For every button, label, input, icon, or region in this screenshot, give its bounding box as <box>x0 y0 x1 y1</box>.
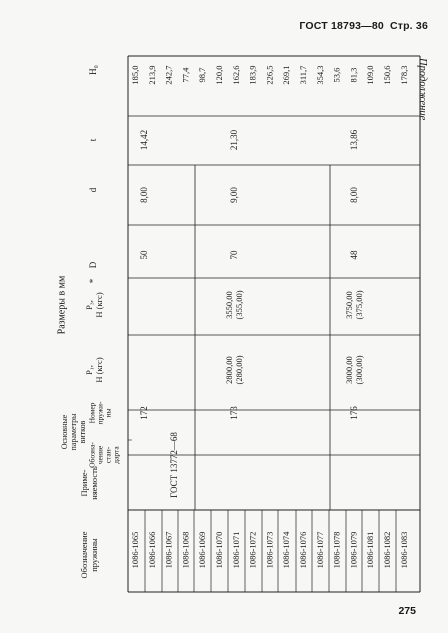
row-H0: 109,0 <box>365 65 376 85</box>
header-main-params: витков <box>77 420 87 444</box>
group-p1-kgs: (300,00) <box>353 355 364 385</box>
row-designation: 1086-1083 <box>398 531 409 569</box>
row-H0: 269,1 <box>281 65 292 85</box>
row-H0: 183,9 <box>247 65 258 85</box>
row-designation: 1086-1073 <box>264 531 275 569</box>
group-p3-kgs: (375,00) <box>353 290 364 320</box>
row-H0: 81,3 <box>348 67 359 83</box>
group-d: 8,00 <box>139 187 150 203</box>
group-p3-kgs: (355,00) <box>233 290 244 320</box>
row-designation: 1086-1081 <box>365 531 376 569</box>
row-designation: 1086-1074 <box>281 531 292 569</box>
group-spring-number: 173 <box>229 406 240 420</box>
header-main-params: параметры <box>68 413 78 451</box>
group-D: 70 <box>229 250 240 260</box>
row-designation: 1086-1079 <box>348 531 359 569</box>
group-p3: 3550,00 <box>223 291 234 319</box>
gost-reference: ГОСТ 13772—68 <box>169 432 180 498</box>
page-number: 275 <box>398 605 416 617</box>
row-designation: 1086-1082 <box>381 531 392 569</box>
row-H0: 185,0 <box>129 65 140 85</box>
row-designation: 1086-1077 <box>314 531 325 569</box>
group-t: 21,30 <box>229 129 240 151</box>
header-main-params: Основные <box>59 414 69 450</box>
continuation-label: Продолжение <box>417 58 428 121</box>
row-designation: 1086-1072 <box>247 531 258 569</box>
section-title: Размеры в мм <box>56 275 68 335</box>
header-main-designation: стан- <box>103 446 113 464</box>
row-H0: 213,9 <box>146 65 157 85</box>
row-H0: 242,7 <box>163 65 174 85</box>
group-p1: 2800,00 <box>223 356 234 384</box>
header-p3: Н (кгс) <box>93 292 104 318</box>
group-d: 9,00 <box>229 187 240 203</box>
row-designation: 1086-1066 <box>146 531 157 569</box>
header-main-designation: Обозна- <box>87 442 97 468</box>
header-applicability: няемость <box>88 466 99 500</box>
group-p3: 3750,00 <box>343 291 354 319</box>
group-t: 13,86 <box>349 129 360 151</box>
row-designation: 1086-1070 <box>213 531 224 569</box>
row-designation: 1086-1071 <box>230 531 241 569</box>
header-p3: P₃, <box>83 300 94 310</box>
row-H0: 150,6 <box>381 65 392 85</box>
header-p1: P₁, <box>83 365 94 375</box>
group-D: 48 <box>349 250 360 260</box>
group-d: 8,00 <box>349 187 360 203</box>
standard-number: ГОСТ 18793—80 <box>299 20 384 32</box>
header-spring-number: Номер <box>87 402 97 424</box>
row-designation: 1086-1068 <box>180 531 191 569</box>
row-H0: 226,5 <box>264 65 275 85</box>
row-H0: 120,0 <box>213 65 224 85</box>
header-applicability: Приме- <box>78 469 89 497</box>
row-H0: 311,7 <box>297 65 308 85</box>
row-H0: 162,6 <box>230 65 241 85</box>
header-p1: Н (кгс) <box>93 357 104 383</box>
row-H0: 98,7 <box>197 67 208 83</box>
row-designation: 1086-1069 <box>197 531 208 569</box>
header-designation: Обозначение <box>78 531 89 579</box>
header-designation: пружины <box>88 538 99 572</box>
header-H0: H₀ <box>88 65 99 75</box>
header-main-designation: дарта <box>111 446 121 464</box>
group-t: 14,42 <box>139 129 150 151</box>
header-main-designation: чение <box>95 445 105 465</box>
header-marker: * <box>88 278 99 284</box>
row-H0: 53,6 <box>331 67 342 83</box>
row-H0: 178,3 <box>398 65 409 85</box>
row-designation: 1086-1076 <box>297 531 308 569</box>
group-spring-number: 176 <box>349 406 360 420</box>
header-d: d <box>88 187 99 193</box>
row-H0: 354,3 <box>314 65 325 85</box>
group-spring-number: 172 <box>139 406 150 420</box>
group-D: 50 <box>139 250 150 260</box>
header-spring-number: ны <box>103 408 113 418</box>
header-D: D <box>88 261 99 269</box>
header-t: t <box>88 138 99 142</box>
row-H0: 77,4 <box>180 67 191 83</box>
header-spring-number: пружи- <box>95 401 105 425</box>
page-label: Стр. 36 <box>389 20 428 32</box>
row-designation: 1086-1065 <box>129 531 140 569</box>
group-p1: 3000,00 <box>343 356 354 384</box>
row-designation: 1086-1067 <box>163 531 174 569</box>
row-designation: 1086-1078 <box>331 531 342 569</box>
group-p1-kgs: (280,00) <box>233 355 244 385</box>
